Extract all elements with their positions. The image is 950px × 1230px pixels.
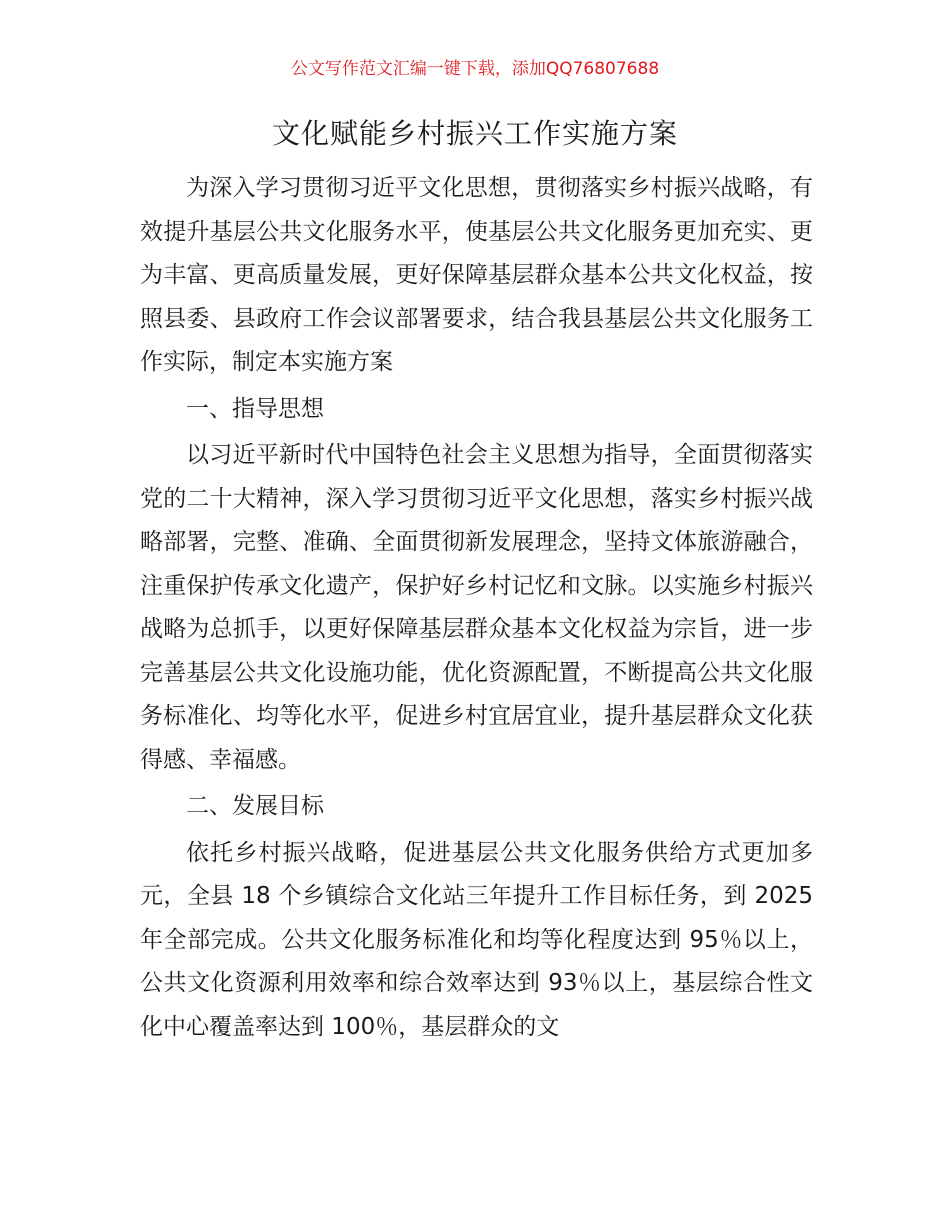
section-heading-development-goals: 二、发展目标 xyxy=(186,793,324,819)
intro-paragraph: 为深入学习贯彻习近平文化思想，贯彻落实乡村振兴战略，有效提升基层公共文化服务水平，使基层公共文化服务更加充实、更为丰富、更高质量发展，更好保障基层群众基本公共文化权益，按照县委、县政府工作会议部署要求，结合我县基层公共文化服务工作实际，制定本实施方案 xyxy=(140,175,813,375)
document-title: 文化赋能乡村振兴工作实施方案 xyxy=(271,117,678,150)
section-heading-guiding-ideology: 一、指导思想 xyxy=(186,395,324,422)
guiding-ideology-paragraph: 以习近平新时代中国特色社会主义思想为指导，全面贯彻落实党的二十大精神，深入学习贯彻习近平文化思想，落实乡村振兴战略部署，完整、准确、全面贯彻新发展理念，坚持文体旅游融合，注重保护传承文化遗产，保护好乡村记忆和文脉。以实施乡村振兴战略为总抓手，以更好保障基层群众基本文化权益为宗旨，进一步完善基层公共文化设施功能，优化资源配置，不断提高公共文化服务标准化、均等化水平，促进乡村宜居宜业，提升基层群众文化获得感、幸福感。 xyxy=(140,442,813,773)
download-banner[interactable]: 公文写作范文汇编一键下载，添加QQ76807688 xyxy=(290,59,660,79)
development-goals-paragraph: 依托乡村振兴战略，促进基层公共文化服务供给方式更加多元，全县 18 个乡镇综合文化站三年提升工作目标任务，到 2025 年全部完成。公共文化服务标准化和均等化程度达到 95％以上，公共文化资源利用效率和综合效率达到 93％以上，基层综合性文化中心覆盖率达到 100％，基层群众的文 xyxy=(140,839,813,1040)
document-body xyxy=(140,167,813,1049)
